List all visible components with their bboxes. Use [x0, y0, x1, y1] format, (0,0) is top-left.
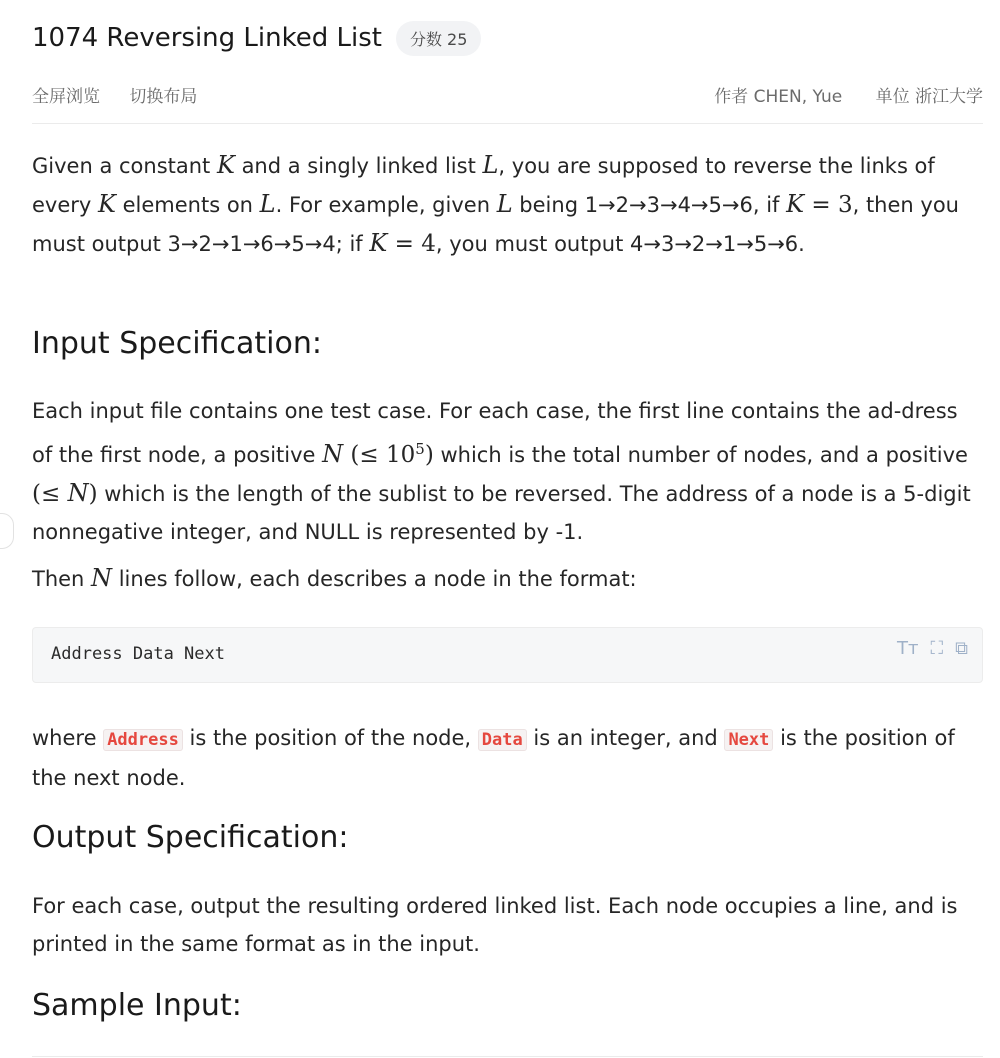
font-size-icon[interactable]: Tт — [897, 638, 919, 659]
toggle-layout-button[interactable]: 切换布局 — [129, 86, 198, 107]
output-spec-text — [32, 887, 983, 963]
where-text — [32, 719, 983, 797]
title-row — [32, 18, 481, 58]
intro-paragraph: Given a constant K and a singly linked list L, you are supposed to reverse the links of every K elements on L. For example, given L being 1→2→3→4→5→6, if K = 3, then you must output 3→2→1→6→5→4; if K = 4, you must output 4→3→2→1→5→6. — [32, 151, 959, 257]
format-code-block — [32, 627, 983, 683]
code-toolbar — [897, 638, 968, 659]
output-spec-heading: Output Specification: — [32, 820, 349, 855]
format-code: Address Data Next — [51, 644, 225, 664]
address-code: Address — [103, 729, 183, 751]
fullscreen-button[interactable]: 全屏浏览 — [32, 86, 100, 107]
input-spec-heading: Input Specification: — [32, 326, 322, 361]
header-divider — [32, 123, 983, 124]
meta-row — [32, 80, 983, 108]
unit-label: 单位 浙江大学 — [875, 86, 983, 107]
input-spec-text — [32, 392, 983, 598]
input-spec-paragraph: Each input file contains one test case. For each case, the first line contains the ad-dress of the first node, a positive N (≤ $10^5$) which is the total number of nodes, and a positive (≤ N) which is the length of the sublist to be reversed. The address of a node is a 5-digit nonnegative integer, and NULL is represented by -1. — [32, 399, 971, 544]
bottom-divider — [32, 1056, 983, 1057]
problem-meta — [686, 82, 983, 107]
expand-icon[interactable]: ⛶ — [930, 638, 944, 659]
where-paragraph: where Address is the position of the node, Data is an integer, and Next is the position of the next node. — [32, 726, 955, 790]
output-spec-paragraph: For each case, output the resulting ordered linked list. Each node occupies a line, and is printed in the same format as in the input. — [32, 894, 958, 956]
sample-input-heading: Sample Input: — [32, 988, 242, 1023]
next-code: Next — [724, 729, 773, 751]
side-panel-handle[interactable] — [0, 513, 14, 549]
copy-icon[interactable]: ⧉ — [955, 638, 968, 659]
problem-description — [32, 146, 983, 298]
view-controls — [32, 82, 221, 107]
score-badge: 分数 25 — [396, 21, 481, 56]
author-label: 作者 CHEN, Yue — [714, 86, 843, 107]
then-lines-paragraph: Then N lines follow, each describes a node in the format: — [32, 564, 637, 592]
data-code: Data — [478, 729, 527, 751]
problem-title: 1074 Reversing Linked List — [32, 23, 382, 53]
